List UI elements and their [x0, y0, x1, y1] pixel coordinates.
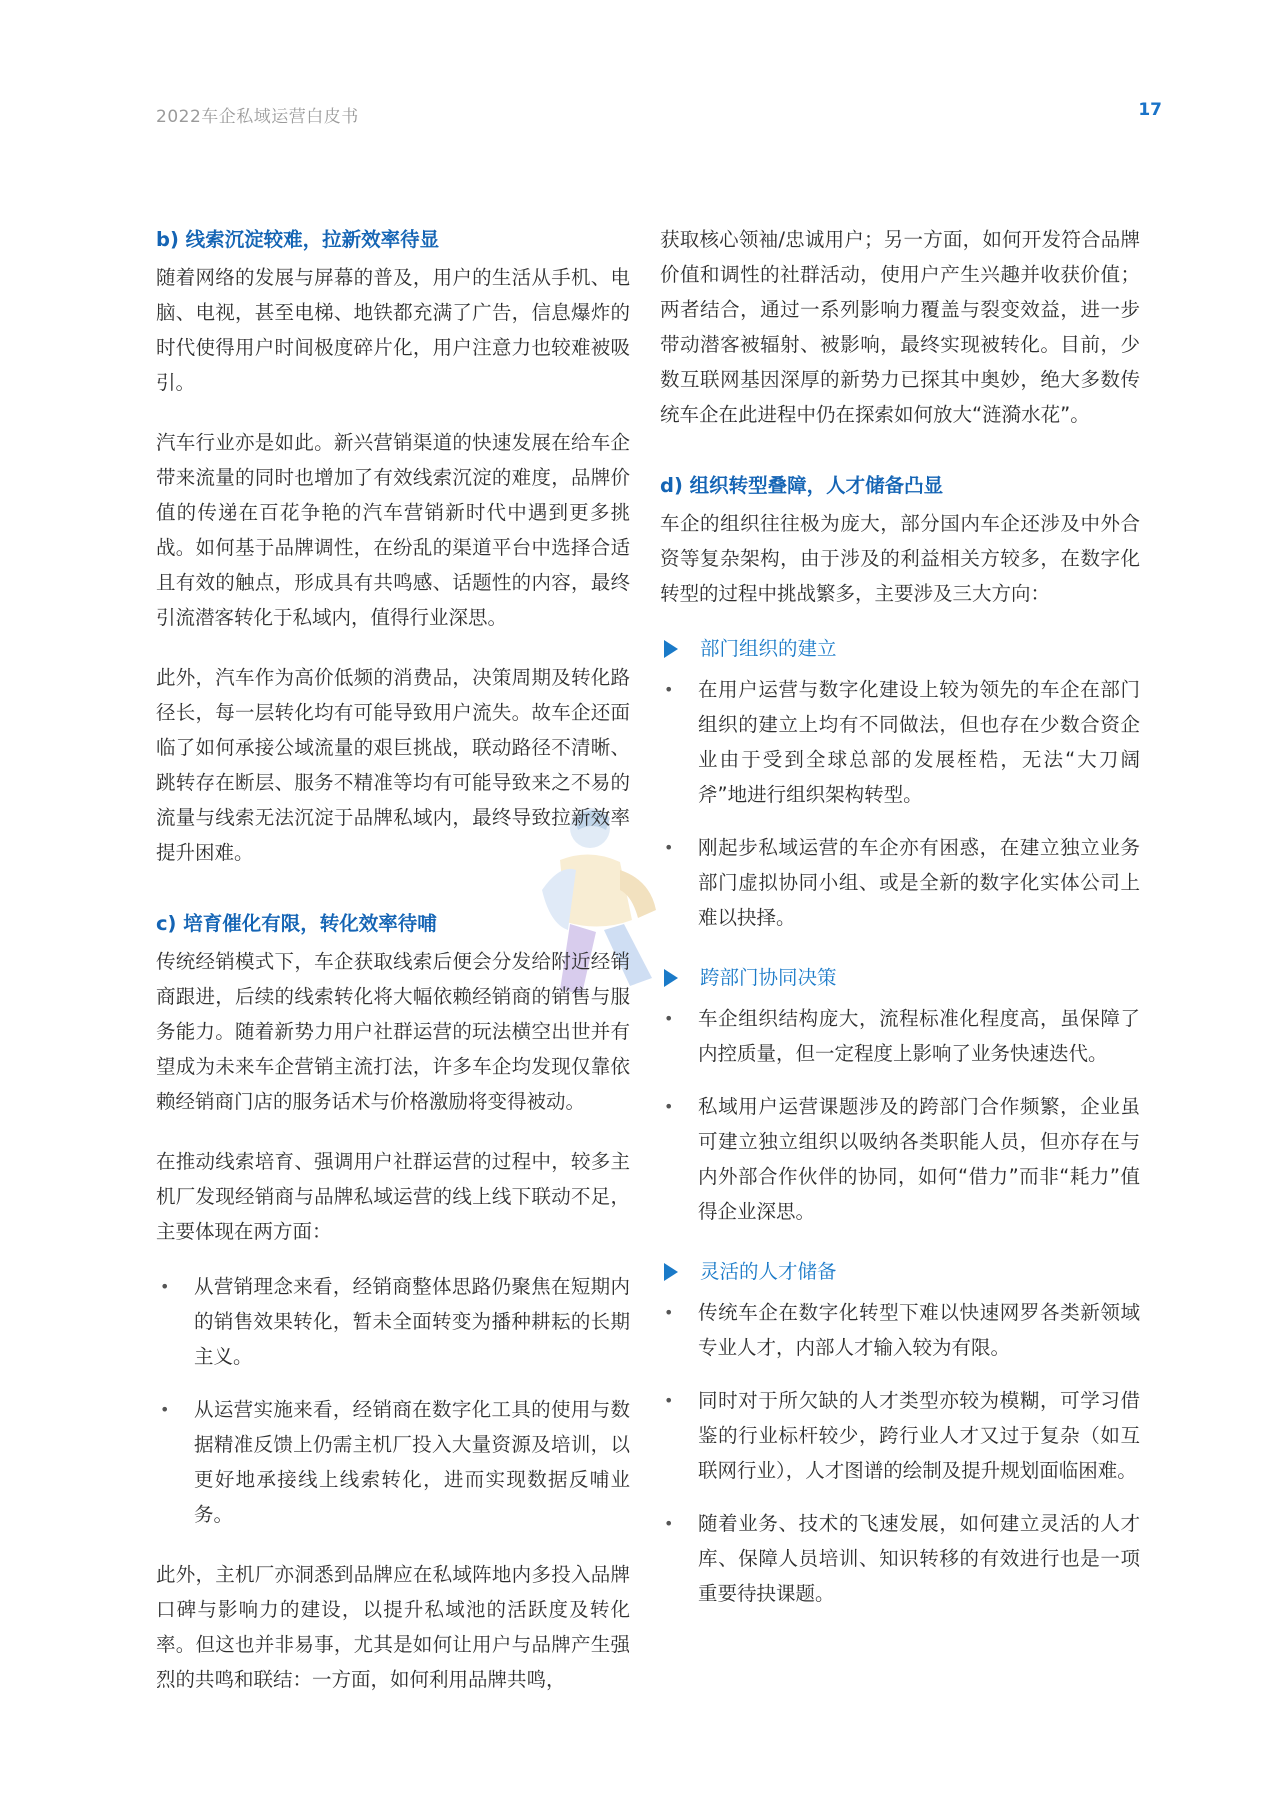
- list-item: • 在用户运营与数字化建设上较为领先的车企在部门组织的建立上均有不同做法，但也存在少数合资企业由于受到全球总部的发展桎梏，无法“大刀阔斧”地进行组织架构转型。: [660, 672, 1140, 812]
- header-title: 2022车企私域运营白皮书: [156, 107, 359, 127]
- bullet-dot-icon: •: [664, 1303, 674, 1322]
- section-d-heading: d) 组织转型叠障，人才储备凸显: [660, 474, 944, 497]
- bullet-dot-icon: •: [664, 838, 674, 857]
- continuation-paragraph: 获取核心领袖/忠诚用户；另一方面，如何开发符合品牌价值和调性的社群活动，使用户产生兴趣并收获价值；两者结合，通过一系列影响力覆盖与裂变效益，进一步带动潜客被辐射、被影响，最终实现被转化。目前，少数互联网基因深厚的新势力已探其中奥妙，绝大多数传统车企在此进程中仍在探索如何放大“涟漪水花”。: [660, 228, 1140, 426]
- list-item: • 随着业务、技术的飞速发展，如何建立灵活的人才库、保障人员培训、知识转移的有效进行也是一项重要待抉课题。: [660, 1506, 1140, 1611]
- bullet-dot-icon: •: [664, 1514, 674, 1533]
- list-item: • 私域用户运营课题涉及的跨部门合作频繁，企业虽可建立独立组织以吸纳各类职能人员，但亦存在与内外部合作伙伴的协同，如何“借力”而非“耗力”值得企业深思。: [660, 1089, 1140, 1229]
- bullet-dot-icon: •: [160, 1277, 170, 1296]
- section-c-paragraph-1: 传统经销模式下，车企获取线索后便会分发给附近经销商跟进，后续的线索转化将大幅依赖经销商的销售与服务能力。随着新势力用户社群运营的玩法横空出世并有望成为未来车企营销主流打法，许多车企均发现仅靠依赖经销商门店的服务话术与价格激励将变得被动。: [156, 950, 630, 1113]
- list-item: • 从营销理念来看，经销商整体思路仍聚焦在短期内的销售效果转化，暂未全面转变为播种耕耘的长期主义。: [156, 1269, 630, 1374]
- list-item: • 传统车企在数字化转型下难以快速网罗各类新领域专业人才，内部人才输入较为有限。: [660, 1295, 1140, 1365]
- triangle-bullet-icon: [664, 640, 678, 658]
- list-item: • 从运营实施来看，经销商在数字化工具的使用与数据精准反馈上仍需主机厂投入大量资源及培训，以更好地承接线上线索转化，进而实现数据反哺业务。: [156, 1392, 630, 1532]
- section-b-heading: b) 线索沉淀较难，拉新效率待显: [156, 228, 440, 251]
- section-c-paragraph-3: 此外，主机厂亦洞悉到品牌应在私域阵地内多投入品牌口碑与影响力的建设，以提升私域池的活跃度及转化率。但这也并非易事，尤其是如何让用户与品牌产生强烈的共鸣和联结：一方面，如何利用品牌共鸣，: [156, 1563, 630, 1691]
- sub1-bullet-list: [660, 672, 1140, 935]
- list-item: • 车企组织结构庞大，流程标准化程度高，虽保障了内控质量，但一定程度上影响了业务快速迭代。: [660, 1001, 1140, 1071]
- bullet-dot-icon: •: [664, 1097, 674, 1116]
- bullet-dot-icon: •: [664, 1391, 674, 1410]
- subheading-department-organization: 部门组织的建立: [660, 631, 1140, 666]
- section-c-heading: c) 培育催化有限，转化效率待哺: [156, 912, 437, 935]
- bullet-dot-icon: •: [664, 1009, 674, 1028]
- sub2-bullet-list: [660, 1001, 1140, 1229]
- bullet-dot-icon: •: [160, 1400, 170, 1419]
- section-c-bullet-list: [156, 1269, 630, 1532]
- list-item: • 刚起步私域运营的车企亦有困惑，在建立独立业务部门虚拟协同小组、或是全新的数字化实体公司上难以抉择。: [660, 830, 1140, 935]
- subheading-talent-reserve: 灵活的人才储备: [660, 1254, 1140, 1289]
- section-d-intro: 车企的组织往往极为庞大，部分国内车企还涉及中外合资等复杂架构，由于涉及的利益相关方较多，在数字化转型的过程中挑战繁多，主要涉及三大方向：: [660, 512, 1140, 605]
- triangle-bullet-icon: [664, 969, 678, 987]
- left-column: [156, 222, 630, 1722]
- bullet-dot-icon: •: [664, 680, 674, 699]
- list-item: • 同时对于所欠缺的人才类型亦较为模糊，可学习借鉴的行业标杆较少，跨行业人才又过于复杂（如互联网行业），人才图谱的绘制及提升规划面临困难。: [660, 1383, 1140, 1488]
- section-b-paragraph-1: 随着网络的发展与屏幕的普及，用户的生活从手机、电脑、电视，甚至电梯、地铁都充满了广告，信息爆炸的时代使得用户时间极度碎片化，用户注意力也较难被吸引。: [156, 266, 630, 394]
- section-b-paragraph-3: 此外，汽车作为高价低频的消费品，决策周期及转化路径长，每一层转化均有可能导致用户流失。故车企还面临了如何承接公域流量的艰巨挑战，联动路径不清晰、跳转存在断层、服务不精准等均有可能导致来之不易的流量与线索无法沉淀于品牌私域内，最终导致拉新效率提升困难。: [156, 666, 630, 864]
- section-b-paragraph-2: 汽车行业亦是如此。新兴营销渠道的快速发展在给车企带来流量的同时也增加了有效线索沉淀的难度，品牌价值的传递在百花争艳的汽车营销新时代中遇到更多挑战。如何基于品牌调性，在纷乱的渠道平台中选择合适且有效的触点，形成具有共鸣感、话题性的内容，最终引流潜客转化于私域内，值得行业深思。: [156, 431, 630, 629]
- page-number: 17: [1138, 100, 1162, 120]
- triangle-bullet-icon: [664, 1263, 678, 1281]
- right-column: [660, 222, 1140, 1636]
- section-c-paragraph-2: 在推动线索培育、强调用户社群运营的过程中，较多主机厂发现经销商与品牌私域运营的线上线下联动不足，主要体现在两方面：: [156, 1150, 630, 1243]
- subheading-cross-department: 跨部门协同决策: [660, 960, 1140, 995]
- sub3-bullet-list: [660, 1295, 1140, 1611]
